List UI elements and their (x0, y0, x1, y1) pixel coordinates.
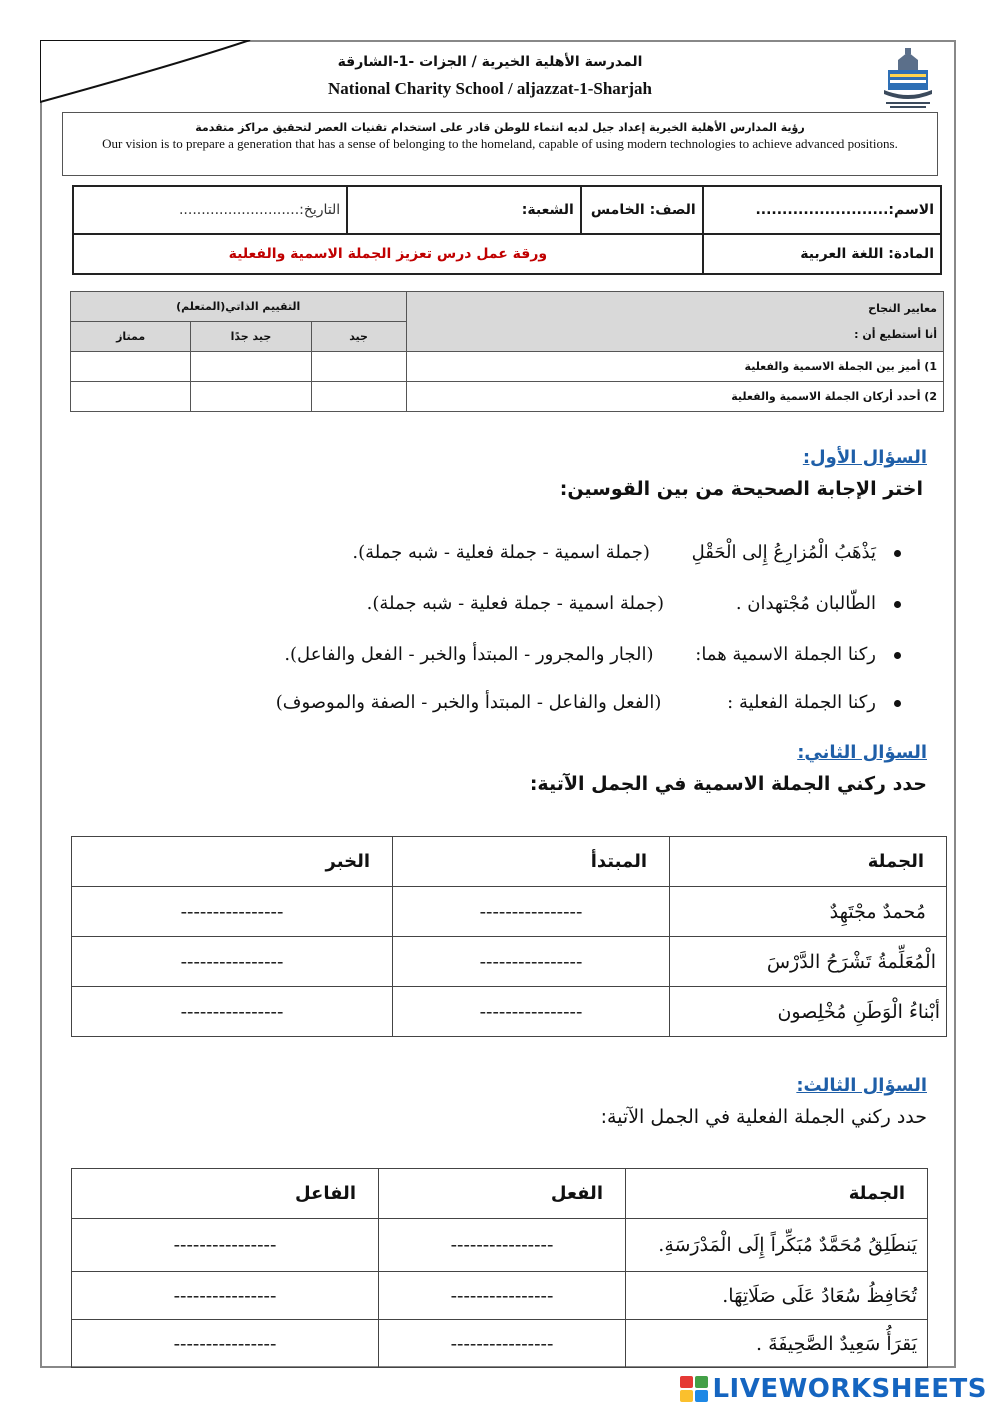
vision-ar: رؤية المدارس الأهلية الخيرية إعداد جيل لديه انتماء للوطن قادر على استخدام تقنيات العصر لتحقيق مراكز متقدمة (195, 121, 805, 134)
icon-square (680, 1376, 693, 1388)
q3-answer-verb[interactable]: ---------------- (379, 1320, 626, 1368)
section-field[interactable]: الشعبة: (347, 186, 581, 234)
school-logo (878, 48, 938, 112)
eval-cell[interactable] (311, 352, 406, 382)
icon-square (695, 1376, 708, 1388)
q1-options[interactable]: (الجار والمجرور - المبتدأ والخبر - الفعل والفاعل). (284, 644, 654, 665)
criteria-title: معايير النجاح (868, 301, 937, 315)
q2-answer-predicate[interactable]: ---------------- (72, 887, 393, 937)
q3-title: السؤال الثالث: (796, 1075, 927, 1096)
icon-square (680, 1390, 693, 1402)
self-eval-header: التقييم الذاتي(المتعلم) (71, 292, 407, 322)
q1-sentence: الطّالبان مُجْتهدان . (735, 593, 876, 614)
school-name-ar: المدرسة الأهلية الخيرية / الجزات -1-الشارقة (337, 54, 643, 70)
q1-options[interactable]: (الفعل والفاعل - المبتدأ والخبر - الصفة والموصوف) (275, 692, 662, 713)
level-good: جيد (311, 322, 406, 352)
eval-cell[interactable] (71, 352, 191, 382)
q3-answer-verb[interactable]: ---------------- (379, 1272, 626, 1320)
q3-instruction: حدد ركني الجملة الفعلية في الجمل الآتية: (600, 1106, 927, 1128)
student-info-table (72, 185, 942, 275)
q2-instruction: حدد ركني الجملة الاسمية في الجمل الآتية: (529, 773, 927, 795)
liveworksheets-brand: LIVEWORKSHEETS (712, 1374, 987, 1404)
level-very-good: جيد جدًا (191, 322, 311, 352)
q3-header-sentence: الجملة (626, 1169, 928, 1219)
criteria-subtitle: أنا أستطيع أن : (854, 327, 937, 341)
eval-cell[interactable] (311, 382, 406, 412)
q1-item (141, 692, 901, 713)
class-field: الصف: الخامس (581, 186, 703, 234)
q2-answer-subject[interactable]: ---------------- (393, 987, 670, 1037)
bullet-icon (894, 601, 901, 608)
q2-header-sentence: الجملة (670, 837, 947, 887)
q3-header-doer: الفاعل (72, 1169, 379, 1219)
name-field[interactable]: الاسم:......................... (703, 186, 941, 234)
eval-cell[interactable] (191, 382, 311, 412)
eval-cell[interactable] (191, 352, 311, 382)
vision-en: Our vision is to prepare a generation that has a sense of belonging to the homeland, capable of using modern technologies to achieve advanced positions. (102, 136, 898, 151)
q3-answer-doer[interactable]: ---------------- (72, 1219, 379, 1272)
q1-sentence: يَذْهَبُ الْمُزارِعُ إِلى الْحَقْلِ (691, 542, 876, 563)
q3-answer-doer[interactable]: ---------------- (72, 1320, 379, 1368)
liveworksheets-icon (680, 1376, 708, 1402)
q3-header-verb: الفعل (379, 1169, 626, 1219)
bullet-icon (894, 700, 901, 707)
criteria-item: 1) أميز بين الجملة الاسمية والفعلية (406, 352, 944, 382)
q1-title: السؤال الأول: (802, 447, 927, 468)
liveworksheets-logo[interactable] (680, 1374, 987, 1404)
bullet-icon (894, 550, 901, 557)
school-name-en: National Charity School / aljazzat-1-Sharjah (328, 79, 652, 98)
level-excellent: ممتاز (71, 322, 191, 352)
q1-options[interactable]: (جملة اسمية - جملة فعلية - شبه جملة). (352, 542, 650, 563)
eval-cell[interactable] (71, 382, 191, 412)
q3-sentence: تُحَافِظُ سُعَادُ عَلَى صَلَاتِهَا. (626, 1272, 928, 1320)
q2-header-predicate: الخبر (72, 837, 393, 887)
q2-answer-subject[interactable]: ---------------- (393, 887, 670, 937)
q2-answer-subject[interactable]: ---------------- (393, 937, 670, 987)
q1-item (141, 593, 901, 614)
worksheet-title: ورقة عمل درس تعزيز الجملة الاسمية والفعلية (73, 234, 703, 274)
q3-answer-doer[interactable]: ---------------- (72, 1272, 379, 1320)
vision-box (62, 112, 938, 176)
q2-sentence: الْمُعَلِّمةُ تَشْرَحُ الدَّرْسَ (670, 937, 947, 987)
q2-header-subject: المبتدأ (393, 837, 670, 887)
q2-title: السؤال الثاني: (797, 742, 927, 763)
q1-instruction: اختر الإجابة الصحيحة من بين القوسين: (559, 478, 923, 500)
icon-square (695, 1390, 708, 1402)
q3-sentence: يَنطَلِقُ مُحَمَّدٌ مُبَكِّراً إِلَى الْمَدْرَسَةِ. (626, 1219, 928, 1272)
q1-sentence: ركنا الجملة الفعلية : (727, 692, 876, 713)
date-field[interactable]: التاريخ:........................... (73, 186, 347, 234)
header-swoosh (40, 40, 290, 110)
q3-sentence: يَقرَأُ سَعِيدٌ الصَّحِيفَةَ . (626, 1320, 928, 1368)
q1-item (141, 542, 901, 563)
q2-sentence: أبْناءُ الْوَطَنِ مُخْلِصون (670, 987, 947, 1037)
criteria-item: 2) أحدد أركان الجملة الاسمية والفعلية (406, 382, 944, 412)
q3-answer-verb[interactable]: ---------------- (379, 1219, 626, 1272)
q1-options[interactable]: (جملة اسمية - جملة فعلية - شبه جملة). (366, 593, 665, 614)
q2-answer-predicate[interactable]: ---------------- (72, 937, 393, 987)
bullet-icon (894, 652, 901, 659)
criteria-table (70, 291, 944, 412)
criteria-header (406, 292, 944, 352)
q2-table (71, 836, 947, 1037)
q2-answer-predicate[interactable]: ---------------- (72, 987, 393, 1037)
subject-field: المادة: اللغة العربية (703, 234, 941, 274)
q3-table (71, 1168, 928, 1368)
q2-sentence: مُحمدٌ مجْتَهِدٌ (670, 887, 947, 937)
q1-item (141, 644, 901, 665)
q1-sentence: ركنا الجملة الاسمية هما: (695, 644, 876, 665)
